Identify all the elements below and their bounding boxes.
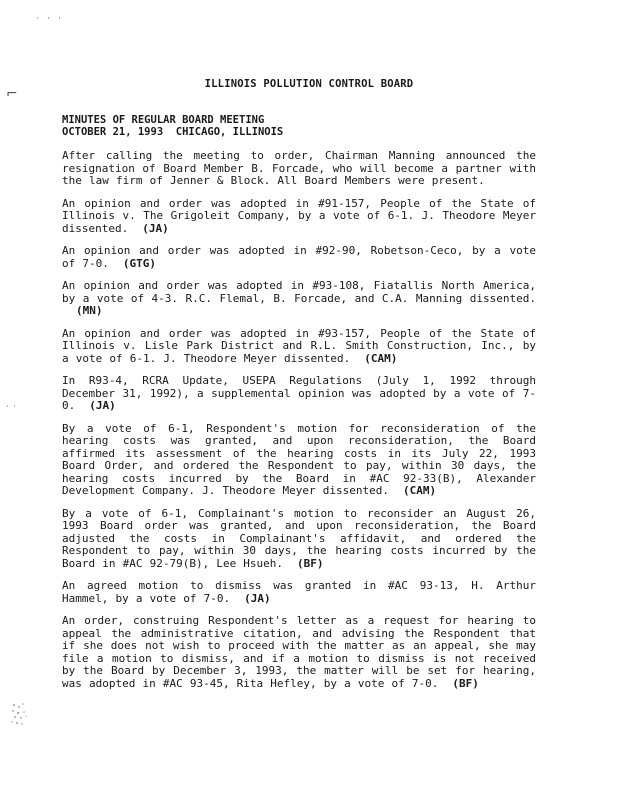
scan-noise-mark xyxy=(10,702,28,726)
author-tag: (BF) xyxy=(297,556,324,570)
paragraph-item: An opinion and order was adopted in #93-108, Fiatallis North America, by a vote of 4-3. R.C. Flemal, B. Forcade, and C.A. Manning dissented.(MN) xyxy=(62,279,536,317)
paragraph-item: An order, construing Respondent's letter as a request for hearing to appeal the administrative citation, and advising the Respondent that if she does not wish to proceed with the matter as an appeal, she may file a motion to dismiss, and if a motion to dismiss is not received by the Board by December 3, 1993, the matter will be set for hearing, was adopted in #AC 93-45, Rita Hefley, by a vote of 7-0. (BF) xyxy=(62,614,536,690)
author-tag: (JA) xyxy=(89,399,116,412)
scan-specks-left: · · xyxy=(6,402,17,411)
author-tag: (CAM) xyxy=(403,484,437,497)
paragraph-opening: After calling the meeting to order, Chairman Manning announced the resignation of Board Member B. Forcade, who will become a partner with the law firm of Jenner & Block. All Board Members were present. xyxy=(62,149,536,187)
minutes-heading xyxy=(62,114,283,138)
author-tag: (MN) xyxy=(76,304,103,317)
minutes-title: MINUTES OF REGULAR BOARD MEETING xyxy=(62,114,265,126)
paragraph-item: In R93-4, RCRA Update, USEPA Regulations (July 1, 1992 through December 31, 1992), a supplemental opinion was adopted by a vote of 7-0. (JA) xyxy=(62,374,536,412)
paragraph-item: By a vote of 6-1, Complainant's motion to reconsider an August 26, 1993 Board order was granted, and upon reconsideration, the Board adjusted the costs in Complainant's affidavit, and ordered the Respondent to pay, within 30 days, the hearing costs incurred by the Board in #AC 92-79(B), Lee Hsueh. (BF) xyxy=(62,506,536,570)
meeting-date-location: OCTOBER 21, 1993 CHICAGO, ILLINOIS xyxy=(62,126,284,138)
author-tag: (CAM) xyxy=(364,351,398,365)
author-tag: (JA) xyxy=(244,591,271,605)
paragraph-item: An opinion and order was adopted in #93-157, People of the State of Illinois v. Lisle Park District and R.L. Smith Construction, Inc., by a vote of 6-1. J. Theodore Meyer dissented. (CAM) xyxy=(62,326,536,365)
paragraph-item: An agreed motion to dismiss was granted in #AC 93-13, H. Arthur Hammel, by a vote of 7-0. (JA) xyxy=(62,579,536,605)
author-tag: (GTG) xyxy=(122,256,156,270)
author-tag: (JA) xyxy=(142,221,169,235)
minutes-body xyxy=(62,150,536,700)
scan-mark-left: ⌐ xyxy=(6,86,18,102)
document-title: ILLINOIS POLLUTION CONTROL BOARD xyxy=(204,78,414,90)
author-tag: (BF) xyxy=(452,676,479,690)
scan-specks-top: · · · xyxy=(36,14,64,23)
paragraph-item: An opinion and order was adopted in #91-157, People of the State of Illinois v. The Grigoleit Company, by a vote of 6-1. J. Theodore Meyer dissented. (JA) xyxy=(62,196,536,235)
paragraph-item: An opinion and order was adopted in #92-90, Robetson-Ceco, by a vote of 7-0. (GTG) xyxy=(62,244,536,270)
paragraph-item: By a vote of 6-1, Respondent's motion for reconsideration of the hearing costs was granted, and upon reconsideration, the Board affirmed its assessment of the hearing costs in its July 22, 1993 Board Order, and ordered the Respondent to pay, within 30 days, the hearing costs incurred by the Board in #AC 92-33(B), Alexander Development Company. J. Theodore Meyer dissented. (CAM) xyxy=(62,421,536,497)
